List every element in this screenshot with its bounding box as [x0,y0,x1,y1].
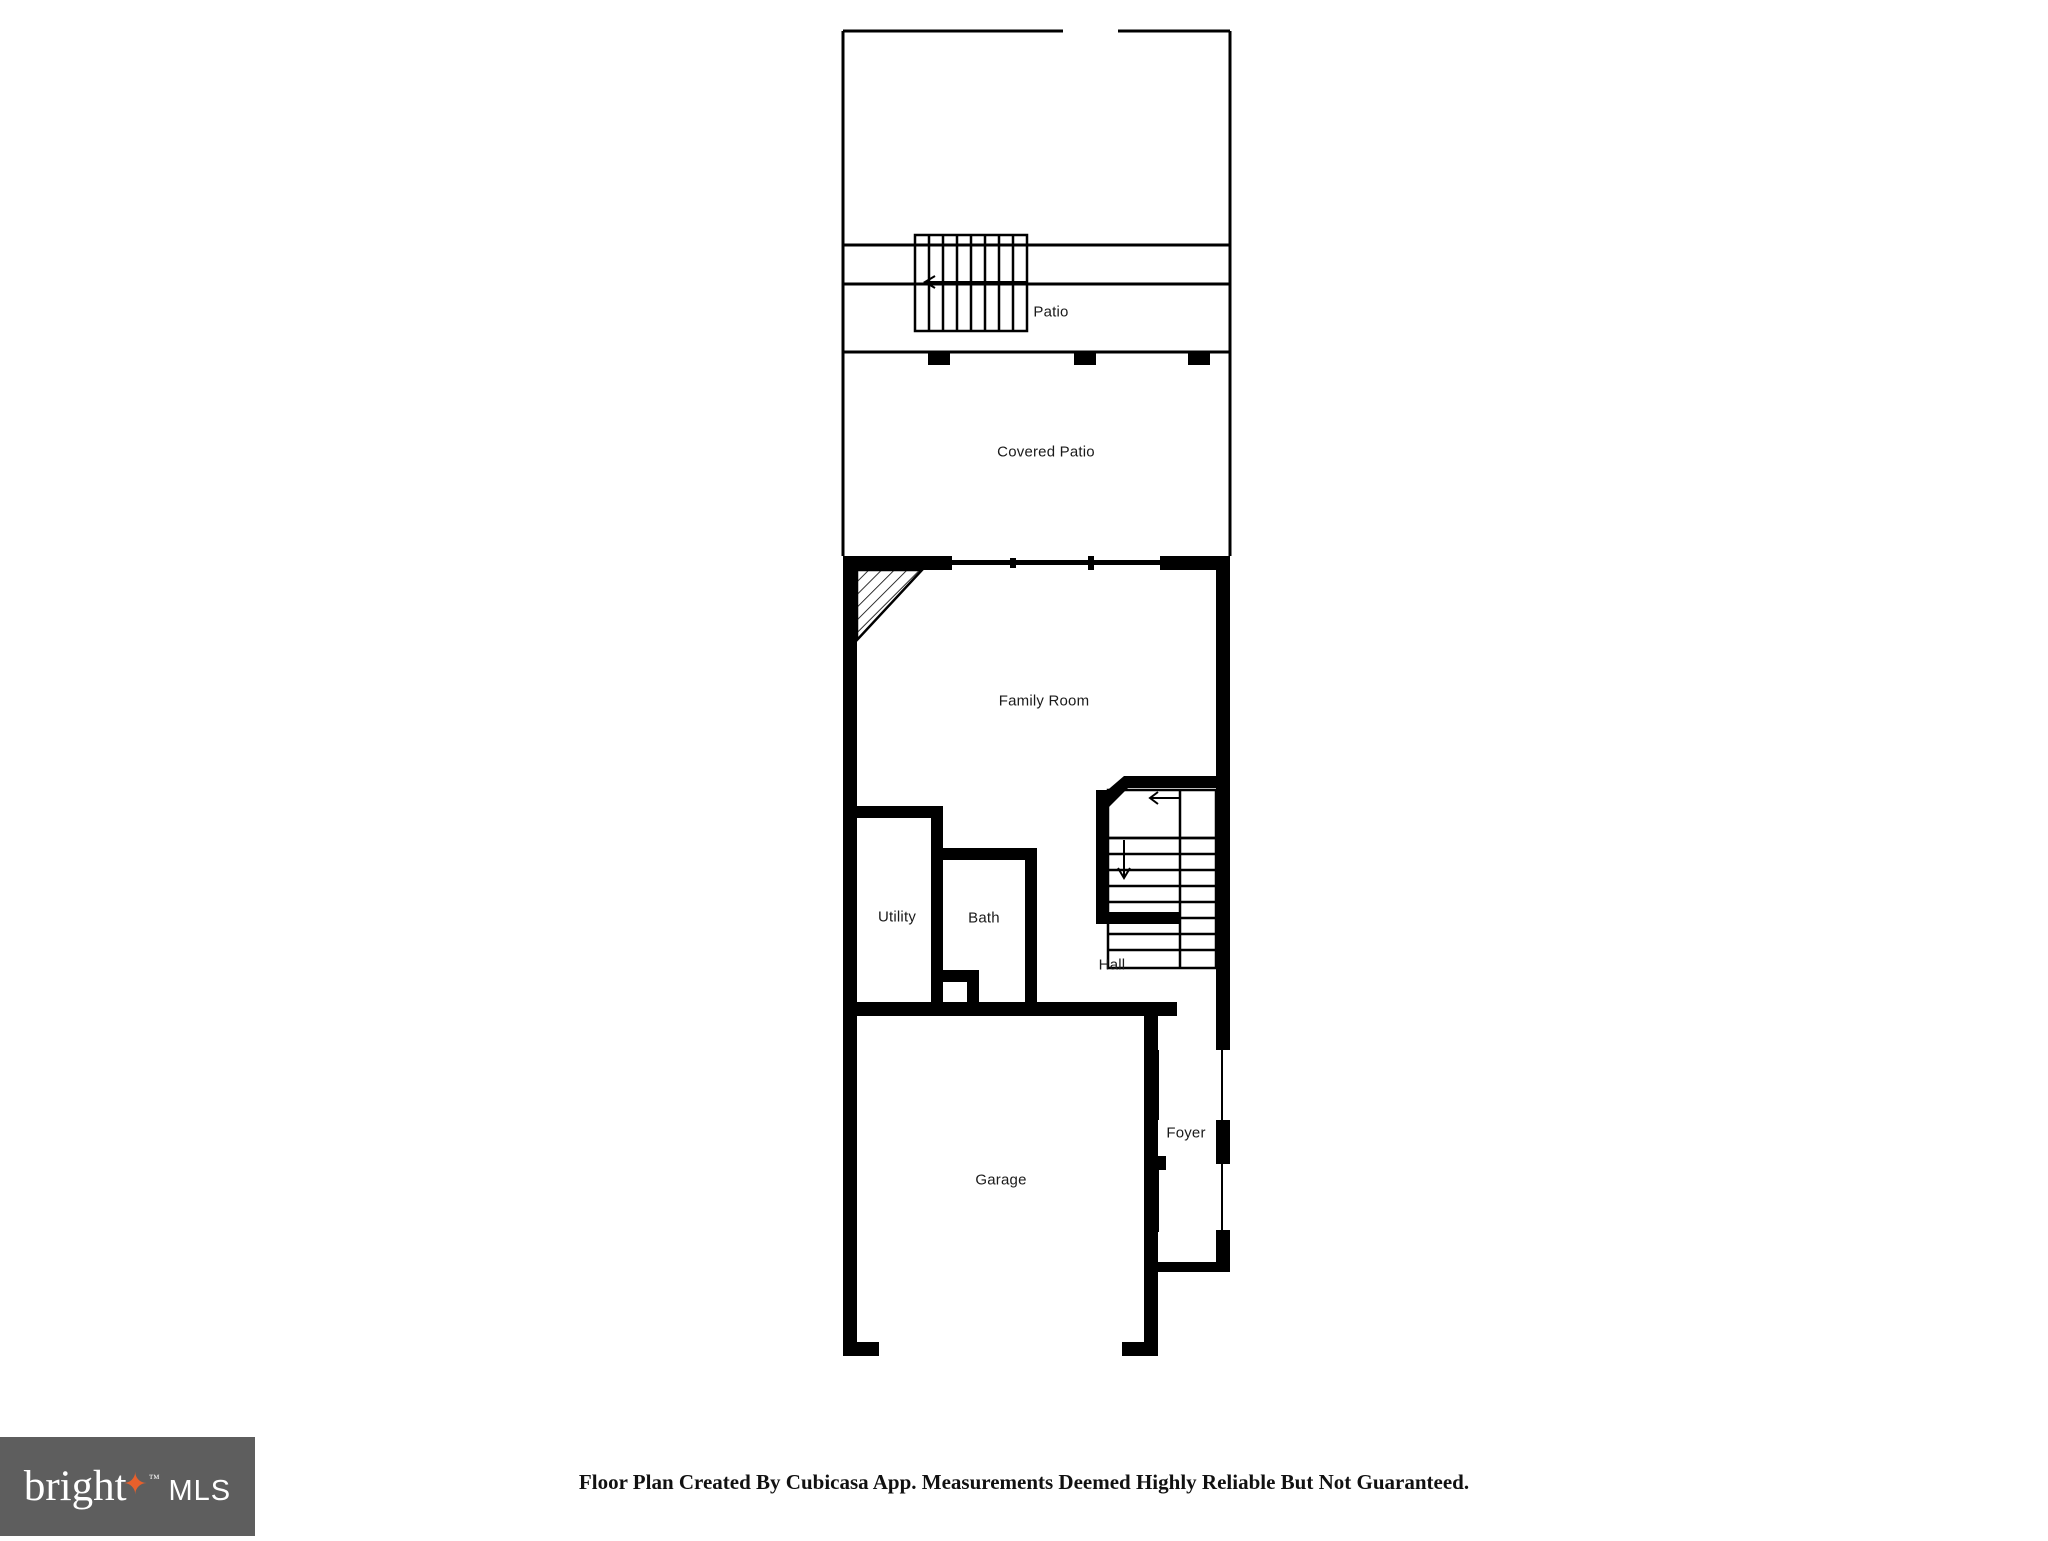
logo-spark-icon: ✦ [122,1468,148,1501]
room-label-hall: Hall [1098,956,1126,974]
room-label-bath: Bath [968,909,1000,927]
bright-mls-logo [0,1437,255,1536]
stairs-direction-arrows [1118,792,1180,878]
upper-patio-outline [843,31,1230,245]
logo-wordmark: bright [23,1463,127,1510]
room-label-foyer: Foyer [1166,1124,1206,1142]
logo-mls-text: MLS [168,1475,232,1507]
disclaimer-text: Floor Plan Created By Cubicasa App. Measurements Deemed Highly Reliable But Not Guaranteed. [578,1470,1470,1494]
room-label-utility: Utility [877,908,917,926]
room-label-garage: Garage [975,1171,1027,1189]
logo-trademark: ™ [148,1473,160,1485]
patio-band [843,245,1230,556]
patio-stairs-direction-arrow [925,276,1027,288]
room-label-patio: Patio [1033,303,1069,321]
door-symbols [1025,855,1222,1232]
room-label-covered-patio: Covered Patio [997,443,1095,461]
room-label-family-room: Family Room [998,692,1090,710]
fireplace-corner [857,570,922,640]
